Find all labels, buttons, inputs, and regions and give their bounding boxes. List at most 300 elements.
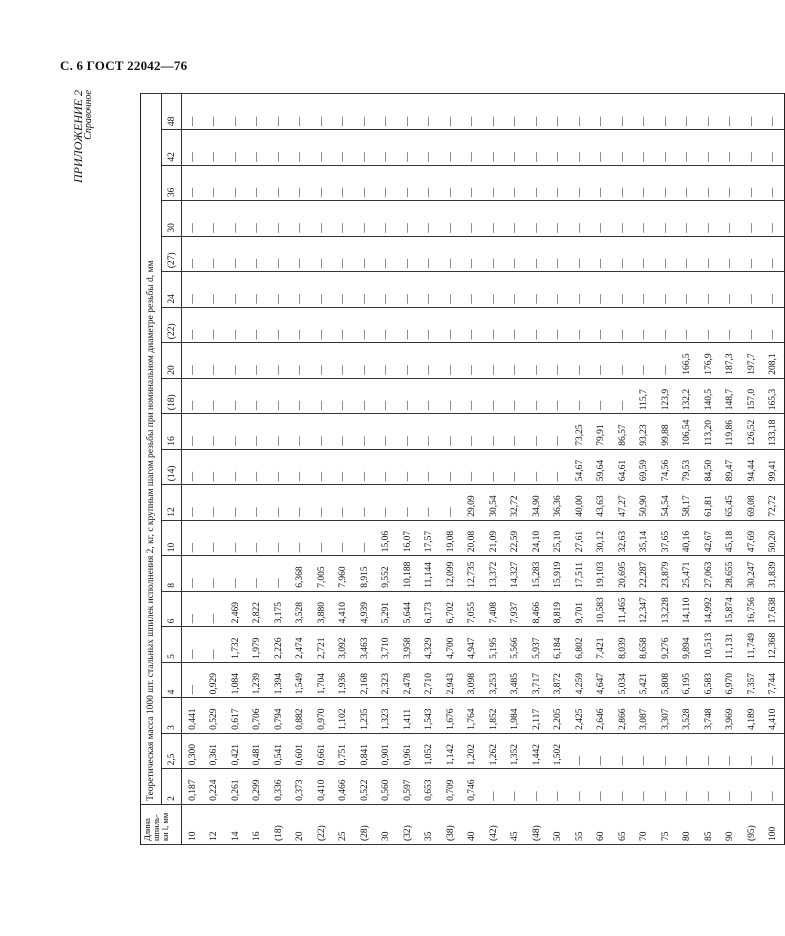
mass-cell: 3,748	[698, 698, 720, 734]
mass-cell: —	[569, 343, 591, 379]
mass-cell: —	[720, 307, 742, 343]
mass-cell: —	[569, 272, 591, 308]
table-row	[419, 94, 441, 845]
mass-cell: —	[591, 272, 613, 308]
mass-cell: —	[268, 414, 290, 450]
mass-cell: —	[440, 485, 462, 521]
mass-cell: 37,65	[655, 520, 677, 556]
mass-cell: 1,394	[268, 662, 290, 698]
mass-cell: 4,410	[763, 698, 785, 734]
mass-cell: —	[204, 591, 226, 627]
mass-cell: —	[354, 414, 376, 450]
mass-cell: 17,638	[763, 591, 785, 627]
mass-cell: 0,481	[247, 733, 269, 769]
mass-cell: —	[376, 449, 398, 485]
mass-cell: —	[376, 165, 398, 201]
mass-cell: —	[548, 343, 570, 379]
mass-cell: 0,300	[182, 733, 204, 769]
mass-cell: 30,247	[741, 556, 763, 592]
mass-cell: —	[247, 449, 269, 485]
mass-cell: 40,00	[569, 485, 591, 521]
table-row	[612, 94, 634, 845]
mass-cell: —	[462, 236, 484, 272]
mass-cell: —	[698, 272, 720, 308]
mass-cell: 0,706	[247, 698, 269, 734]
mass-cell: —	[354, 378, 376, 414]
mass-cell: 1,852	[483, 698, 505, 734]
mass-cell: —	[462, 343, 484, 379]
mass-cell: —	[720, 272, 742, 308]
mass-cell: 0,709	[440, 769, 462, 805]
mass-cell: 1,052	[419, 733, 441, 769]
mass-cell: —	[720, 94, 742, 130]
mass-cell: —	[720, 201, 742, 237]
mass-cell: —	[290, 520, 312, 556]
mass-cell: —	[419, 94, 441, 130]
mass-cell: —	[677, 165, 699, 201]
mass-cell: 1,764	[462, 698, 484, 734]
mass-cell: —	[741, 130, 763, 166]
mass-cell: —	[677, 307, 699, 343]
mass-cell: —	[333, 94, 355, 130]
mass-cell: 84,50	[698, 449, 720, 485]
mass-cell: —	[354, 236, 376, 272]
length-cell: (32)	[397, 804, 419, 844]
table-row	[204, 94, 226, 845]
length-cell: (42)	[483, 804, 505, 844]
mass-cell: 1,732	[225, 627, 247, 663]
mass-cell: —	[333, 343, 355, 379]
mass-cell: —	[354, 165, 376, 201]
mass-cell: 65,45	[720, 485, 742, 521]
mass-cell: —	[290, 414, 312, 450]
diameter-header: (27)	[162, 236, 182, 272]
mass-cell: —	[462, 130, 484, 166]
mass-cell: —	[569, 378, 591, 414]
mass-cell: 0,299	[247, 769, 269, 805]
mass-cell: —	[182, 94, 204, 130]
mass-cell: 16,07	[397, 520, 419, 556]
length-cell: 40	[462, 804, 484, 844]
mass-cell: —	[376, 378, 398, 414]
mass-cell: —	[677, 236, 699, 272]
mass-cell: 0,961	[397, 733, 419, 769]
mass-cell: 6,702	[440, 591, 462, 627]
mass-cell: 54,67	[569, 449, 591, 485]
mass-cell: 2,866	[612, 698, 634, 734]
mass-cell: —	[268, 165, 290, 201]
mass-cell: 3,307	[655, 698, 677, 734]
mass-cell: —	[569, 769, 591, 805]
table-row	[677, 94, 699, 845]
mass-cell: —	[354, 449, 376, 485]
mass-cell: —	[311, 94, 333, 130]
mass-cell: 0,794	[268, 698, 290, 734]
mass-cell: —	[763, 236, 785, 272]
table-row	[182, 94, 204, 845]
mass-cell: 5,195	[483, 627, 505, 663]
mass-cell: 99,41	[763, 449, 785, 485]
mass-cell: 197,7	[741, 343, 763, 379]
mass-cell: 157,0	[741, 378, 763, 414]
mass-cell: —	[376, 201, 398, 237]
mass-cell: —	[268, 307, 290, 343]
length-cell: (38)	[440, 804, 462, 844]
diameter-header: 8	[162, 556, 182, 592]
mass-cell: —	[290, 272, 312, 308]
mass-cell: —	[548, 165, 570, 201]
mass-cell: 2,478	[397, 662, 419, 698]
mass-cell: 1,936	[333, 662, 355, 698]
mass-cell: 13,372	[483, 556, 505, 592]
mass-cell: —	[182, 591, 204, 627]
mass-cell: 1,084	[225, 662, 247, 698]
mass-cell: —	[182, 343, 204, 379]
mass-cell: —	[182, 201, 204, 237]
mass-cell: —	[225, 236, 247, 272]
mass-cell: —	[720, 236, 742, 272]
table-row	[655, 94, 677, 845]
mass-cell: 0,261	[225, 769, 247, 805]
mass-cell: —	[440, 378, 462, 414]
mass-cell: 94,44	[741, 449, 763, 485]
mass-cell: 99,88	[655, 414, 677, 450]
mass-cell: —	[247, 556, 269, 592]
mass-cell: —	[526, 449, 548, 485]
mass-cell: 2,323	[376, 662, 398, 698]
mass-cell: —	[505, 94, 527, 130]
mass-cell: —	[655, 343, 677, 379]
mass-cell: —	[763, 307, 785, 343]
mass-cell: —	[397, 201, 419, 237]
table-row	[311, 94, 333, 845]
mass-cell: —	[419, 378, 441, 414]
length-header: Длина шпиль-ки l, мм	[141, 804, 182, 844]
mass-cell: —	[698, 236, 720, 272]
mass-cell: —	[677, 733, 699, 769]
mass-cell: —	[268, 556, 290, 592]
mass-cell: 0,841	[354, 733, 376, 769]
mass-cell: 0,882	[290, 698, 312, 734]
mass-cell: —	[569, 236, 591, 272]
mass-cell: —	[548, 307, 570, 343]
mass-cell: —	[655, 201, 677, 237]
length-cell: (48)	[526, 804, 548, 844]
mass-cell: —	[225, 485, 247, 521]
mass-cell: 3,092	[333, 627, 355, 663]
mass-cell: 1,411	[397, 698, 419, 734]
mass-cell: 25,10	[548, 520, 570, 556]
mass-cell: —	[526, 307, 548, 343]
mass-cell: —	[698, 769, 720, 805]
mass-cell: 21,09	[483, 520, 505, 556]
mass-cell: 20,08	[462, 520, 484, 556]
mass-cell: —	[333, 130, 355, 166]
mass-cell: 20,695	[612, 556, 634, 592]
mass-cell: —	[376, 272, 398, 308]
diameter-header: 20	[162, 343, 182, 379]
mass-cell: —	[311, 130, 333, 166]
mass-cell: —	[204, 236, 226, 272]
table-row	[548, 94, 570, 845]
mass-cell: —	[462, 307, 484, 343]
mass-cell: 13,228	[655, 591, 677, 627]
diameter-header: 2	[162, 769, 182, 805]
mass-cell: 9,894	[677, 627, 699, 663]
mass-cell: —	[268, 236, 290, 272]
mass-cell: —	[333, 449, 355, 485]
mass-cell: —	[440, 201, 462, 237]
mass-cell: —	[247, 378, 269, 414]
table-row	[376, 94, 398, 845]
mass-cell: 2,646	[591, 698, 613, 734]
mass-cell: —	[204, 449, 226, 485]
mass-cell: 36,36	[548, 485, 570, 521]
mass-cell: 0,373	[290, 769, 312, 805]
mass-cell: —	[505, 414, 527, 450]
mass-cell: —	[569, 733, 591, 769]
mass-cell: 3,717	[526, 662, 548, 698]
mass-cell: 4,700	[440, 627, 462, 663]
diameter-header: (14)	[162, 449, 182, 485]
mass-cell: —	[763, 272, 785, 308]
mass-cell: —	[591, 733, 613, 769]
mass-cell: —	[397, 272, 419, 308]
mass-cell: —	[505, 201, 527, 237]
mass-cell: —	[247, 236, 269, 272]
mass-cell: 4,939	[354, 591, 376, 627]
mass-cell: 3,528	[290, 591, 312, 627]
mass-cell: —	[204, 520, 226, 556]
length-cell: 90	[720, 804, 742, 844]
mass-cell: —	[720, 769, 742, 805]
mass-cell: 61,81	[698, 485, 720, 521]
mass-cell: —	[247, 130, 269, 166]
table-row	[290, 94, 312, 845]
mass-cell: 64,61	[612, 449, 634, 485]
mass-cell: —	[634, 769, 656, 805]
mass-cell: 1,262	[483, 733, 505, 769]
mass-cell: —	[311, 449, 333, 485]
mass-cell: —	[182, 449, 204, 485]
mass-cell: 47,27	[612, 485, 634, 521]
mass-cell: —	[612, 272, 634, 308]
mass-cell: 4,189	[741, 698, 763, 734]
mass-cell: —	[247, 201, 269, 237]
mass-cell: 0,601	[290, 733, 312, 769]
mass-cell: —	[268, 343, 290, 379]
table-row	[591, 94, 613, 845]
mass-cell: —	[591, 343, 613, 379]
mass-cell: 1,502	[548, 733, 570, 769]
mass-cell: —	[741, 272, 763, 308]
mass-cell: 8,658	[634, 627, 656, 663]
mass-cell: —	[634, 94, 656, 130]
appendix-subtitle: Справочное	[83, 90, 94, 140]
mass-cell: —	[311, 343, 333, 379]
mass-cell: —	[763, 130, 785, 166]
mass-cell: —	[204, 307, 226, 343]
table-row	[569, 94, 591, 845]
diameter-header: 3	[162, 698, 182, 734]
mass-cell: 1,352	[505, 733, 527, 769]
length-cell: (28)	[354, 804, 376, 844]
mass-cell: —	[483, 130, 505, 166]
mass-cell: —	[354, 130, 376, 166]
mass-cell: 1,676	[440, 698, 462, 734]
mass-cell: 0,746	[462, 769, 484, 805]
mass-cell: —	[698, 165, 720, 201]
mass-cell: 176,9	[698, 343, 720, 379]
mass-cell: —	[182, 485, 204, 521]
mass-cell: 2,474	[290, 627, 312, 663]
diameter-header: 2,5	[162, 733, 182, 769]
mass-cell: —	[182, 627, 204, 663]
mass-cell: —	[311, 236, 333, 272]
mass-cell: —	[440, 449, 462, 485]
mass-cell: —	[440, 307, 462, 343]
mass-cell: 27,063	[698, 556, 720, 592]
mass-cell: 0,466	[333, 769, 355, 805]
mass-cell: —	[204, 94, 226, 130]
diameter-header: 4	[162, 662, 182, 698]
mass-cell: 1,704	[311, 662, 333, 698]
mass-cell: —	[419, 343, 441, 379]
mass-cell: —	[505, 236, 527, 272]
diameter-header: 16	[162, 414, 182, 450]
mass-cell: 1,984	[505, 698, 527, 734]
mass-cell: 3,872	[548, 662, 570, 698]
mass-cell: —	[677, 130, 699, 166]
mass-cell: —	[204, 627, 226, 663]
mass-cell: —	[483, 236, 505, 272]
mass-cell: 2,943	[440, 662, 462, 698]
length-cell: 16	[247, 804, 269, 844]
mass-cell: —	[462, 272, 484, 308]
mass-cell: —	[526, 378, 548, 414]
diameter-header: 36	[162, 165, 182, 201]
mass-cell: —	[741, 769, 763, 805]
mass-cell: 3,528	[677, 698, 699, 734]
mass-cell: 69,59	[634, 449, 656, 485]
mass-cell: —	[483, 343, 505, 379]
mass-cell: —	[698, 130, 720, 166]
page-header: С. 6 ГОСТ 22042—76	[60, 58, 188, 73]
mass-cell: —	[763, 733, 785, 769]
mass-cell: —	[333, 236, 355, 272]
mass-cell: —	[763, 769, 785, 805]
diameter-header: 24	[162, 272, 182, 308]
mass-cell: —	[247, 165, 269, 201]
mass-cell: —	[204, 201, 226, 237]
mass-cell: —	[225, 520, 247, 556]
mass-cell: —	[290, 343, 312, 379]
mass-cell: —	[333, 201, 355, 237]
mass-cell: —	[419, 307, 441, 343]
mass-cell: —	[634, 236, 656, 272]
mass-cell: —	[225, 201, 247, 237]
mass-cell: 7,357	[741, 662, 763, 698]
mass-cell: —	[225, 307, 247, 343]
mass-cell: —	[698, 307, 720, 343]
mass-cell: —	[677, 201, 699, 237]
mass-cell: 54,54	[655, 485, 677, 521]
mass-cell: 14,327	[505, 556, 527, 592]
mass-cell: 119,86	[720, 414, 742, 450]
mass-cell: —	[440, 343, 462, 379]
length-cell: 60	[591, 804, 613, 844]
mass-cell: —	[634, 165, 656, 201]
mass-cell: —	[569, 130, 591, 166]
mass-cell: 79,53	[677, 449, 699, 485]
mass-cell: —	[225, 556, 247, 592]
table-row	[268, 94, 290, 845]
mass-cell: 47,69	[741, 520, 763, 556]
mass-cell: —	[505, 378, 527, 414]
length-cell: 50	[548, 804, 570, 844]
mass-cell: —	[612, 343, 634, 379]
mass-cell: —	[225, 378, 247, 414]
mass-cell: —	[290, 485, 312, 521]
mass-cell: 31,839	[763, 556, 785, 592]
mass-cell: 11,144	[419, 556, 441, 592]
mass-cell: —	[526, 165, 548, 201]
mass-cell: 2,205	[548, 698, 570, 734]
mass-cell: —	[225, 272, 247, 308]
mass-cell: 2,425	[569, 698, 591, 734]
table-row	[526, 94, 548, 845]
mass-cell: —	[634, 733, 656, 769]
mass-cell: —	[268, 201, 290, 237]
mass-cell: —	[462, 94, 484, 130]
mass-cell: —	[397, 485, 419, 521]
mass-cell: 9,701	[569, 591, 591, 627]
mass-cell: 17,511	[569, 556, 591, 592]
mass-cell: —	[376, 130, 398, 166]
mass-cell: 7,005	[311, 556, 333, 592]
mass-cell: 35,14	[634, 520, 656, 556]
mass-cell: —	[698, 733, 720, 769]
mass-cell: —	[419, 272, 441, 308]
mass-cell: —	[419, 130, 441, 166]
mass-cell: —	[655, 236, 677, 272]
mass-cell: —	[247, 307, 269, 343]
mass-cell: —	[397, 130, 419, 166]
table-row	[247, 94, 269, 845]
mass-cell: 12,368	[763, 627, 785, 663]
mass-cell: —	[376, 485, 398, 521]
mass-cell: 2,710	[419, 662, 441, 698]
mass-cell: —	[182, 272, 204, 308]
mass-cell: 6,583	[698, 662, 720, 698]
mass-cell: 32,63	[612, 520, 634, 556]
mass-cell: —	[311, 485, 333, 521]
mass-cell: —	[311, 378, 333, 414]
mass-cell: —	[741, 236, 763, 272]
mass-cell: —	[655, 733, 677, 769]
mass-cell: —	[354, 520, 376, 556]
mass-cell: —	[698, 201, 720, 237]
mass-cell: —	[182, 307, 204, 343]
mass-cell: —	[333, 485, 355, 521]
mass-cell: 133,18	[763, 414, 785, 450]
mass-cell: —	[440, 272, 462, 308]
mass-cell: —	[311, 520, 333, 556]
mass-cell: 2,721	[311, 627, 333, 663]
mass-cell: —	[483, 165, 505, 201]
mass-cell: —	[182, 556, 204, 592]
mass-cell: 43,63	[591, 485, 613, 521]
